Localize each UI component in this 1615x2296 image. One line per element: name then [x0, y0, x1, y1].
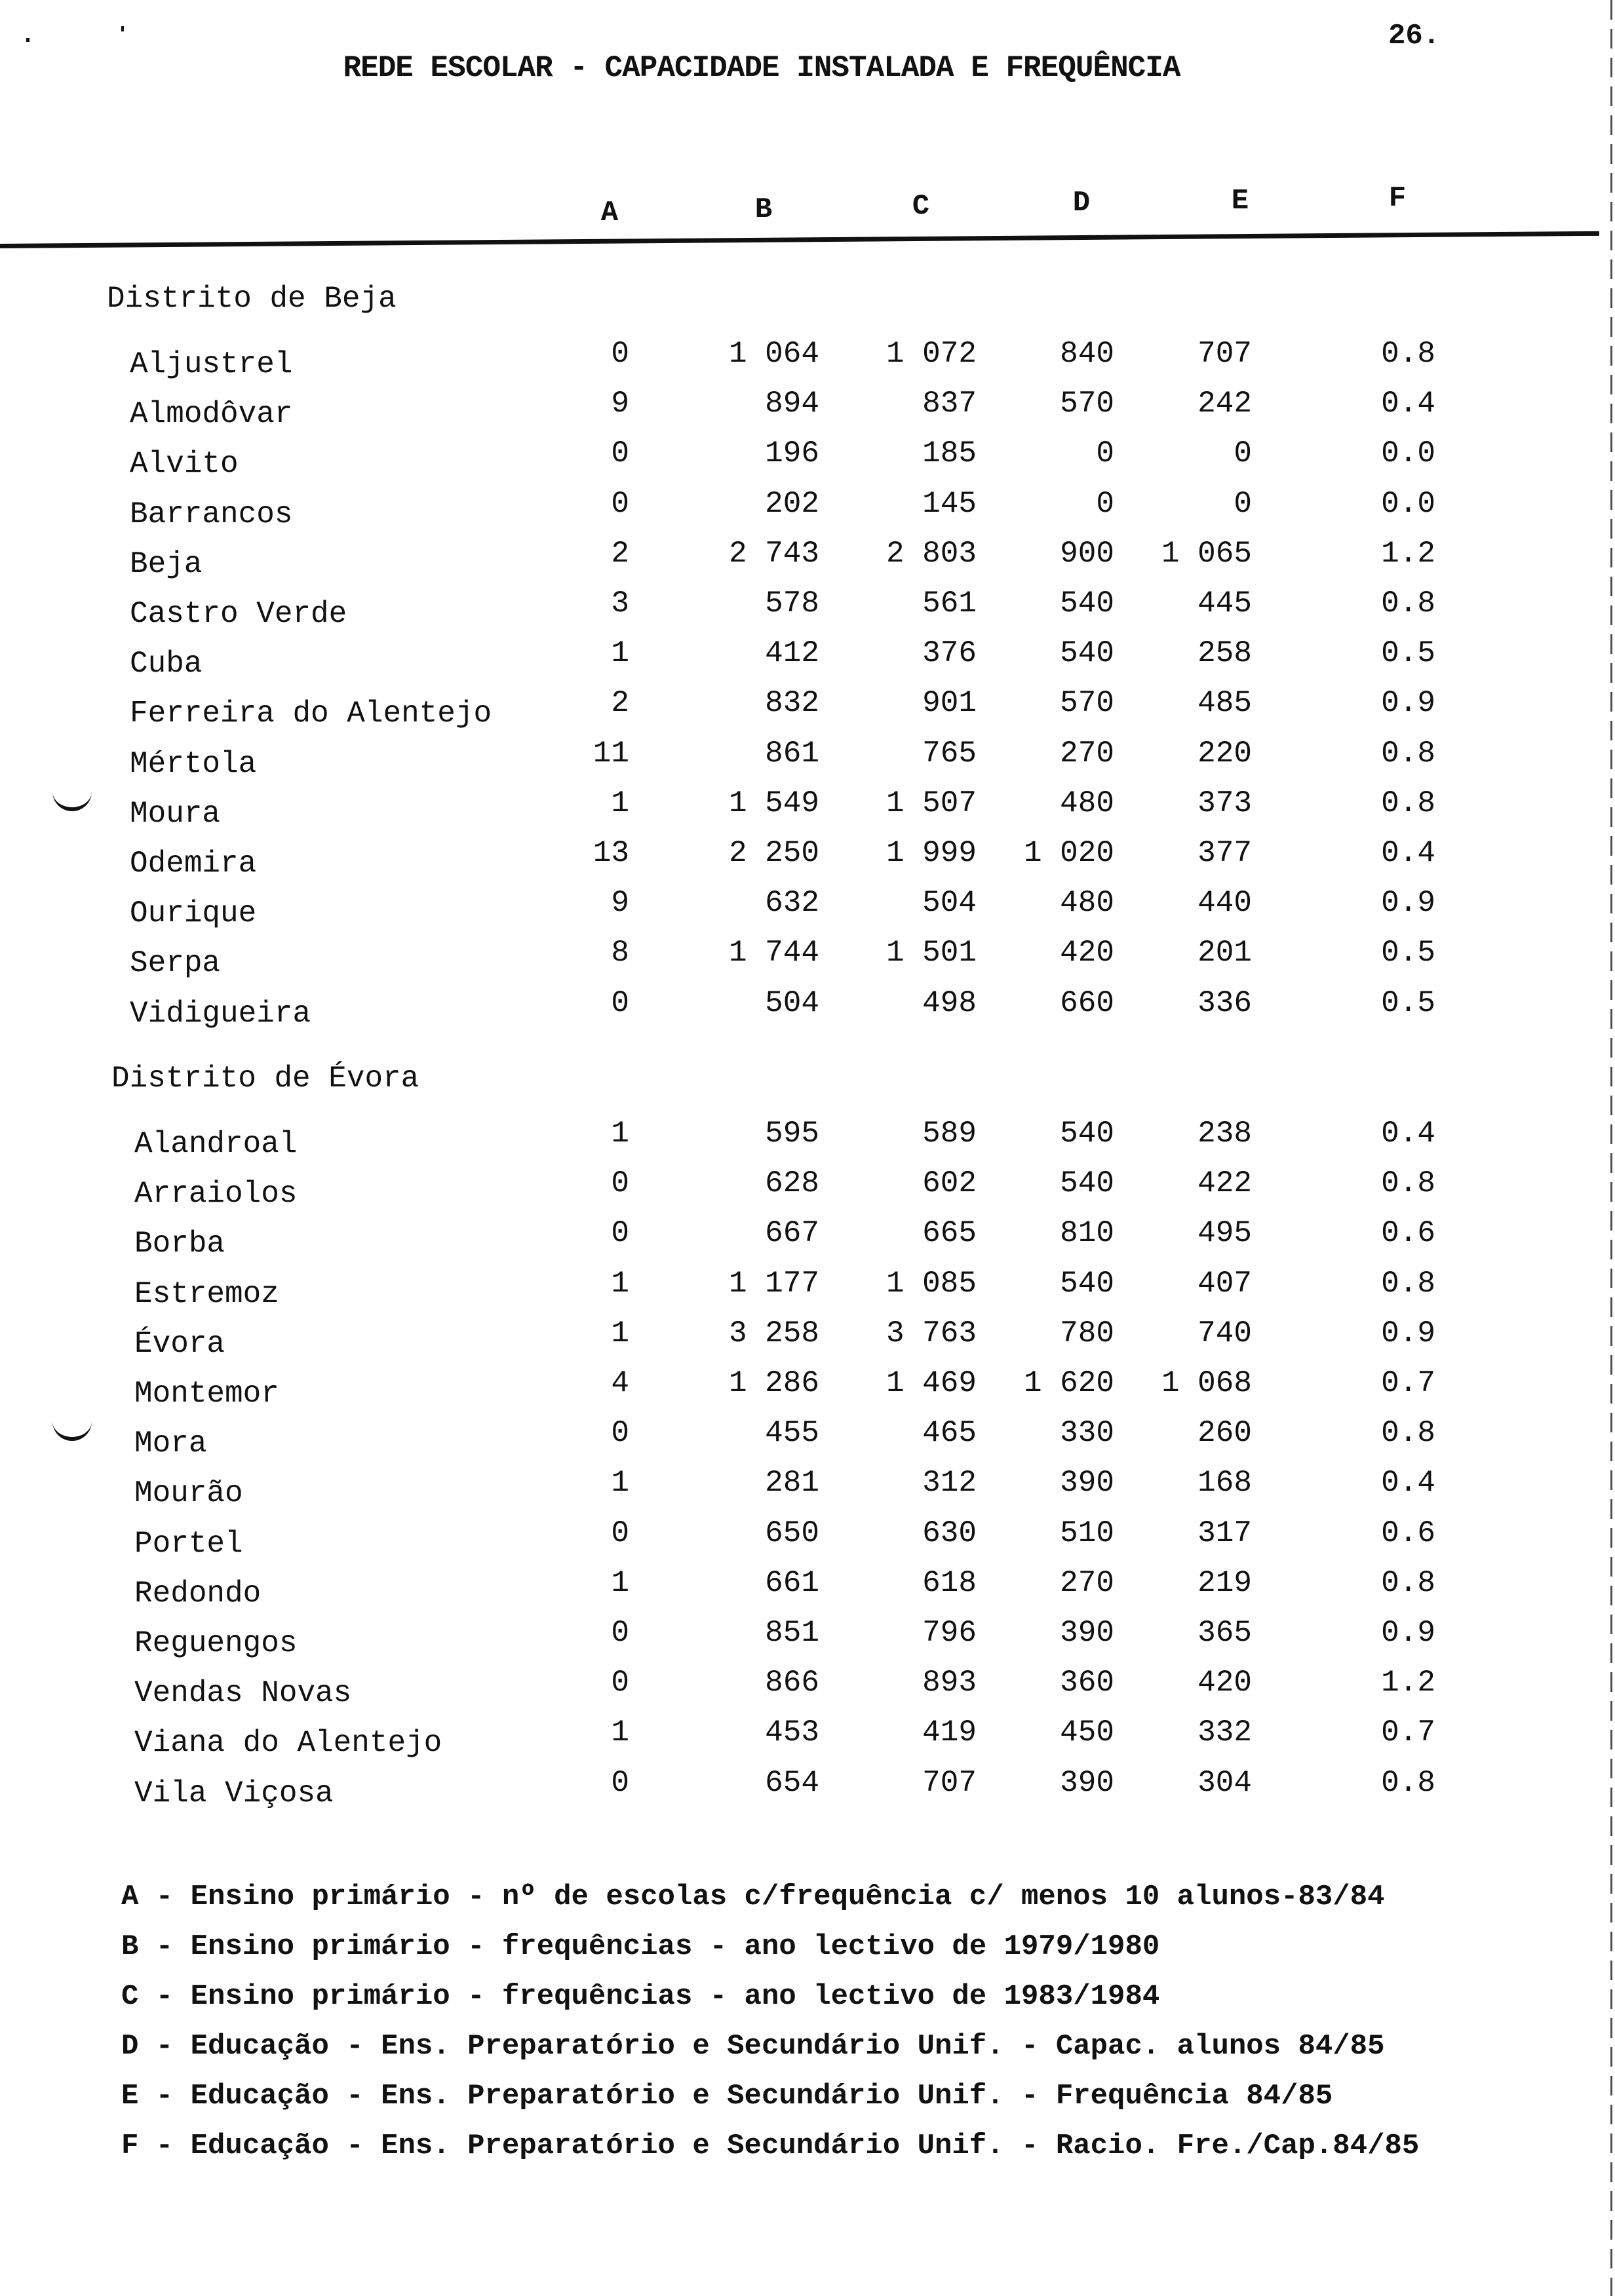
cell-f: 0.9: [1381, 1616, 1435, 1650]
municipality-name: Barrancos: [130, 497, 293, 531]
cell-b: 196: [765, 436, 819, 471]
cell-a: 0: [611, 1765, 629, 1800]
cell-d: 540: [1060, 1166, 1114, 1201]
cell-d: 0: [1096, 486, 1114, 521]
cell-d: 390: [1060, 1765, 1114, 1800]
cell-c: 665: [922, 1216, 977, 1251]
table-row: [0, 1416, 1615, 1466]
handwritten-check-mark-icon: [52, 1417, 92, 1441]
cell-c: 376: [922, 636, 977, 671]
column-header-d: D: [1072, 187, 1091, 220]
table-row: [0, 985, 1615, 1036]
cell-c: 707: [922, 1765, 977, 1800]
cell-a: 0: [611, 486, 629, 521]
table-row: [0, 786, 1615, 836]
cell-a: 13: [593, 836, 629, 870]
cell-e: 707: [1197, 337, 1252, 371]
cell-e: 219: [1197, 1565, 1252, 1600]
cell-d: 480: [1060, 886, 1114, 921]
cell-c: 602: [922, 1166, 977, 1201]
legend-item-e: E - Educação - Ens. Preparatório e Secundário Unif. - Frequência 84/85: [121, 2080, 1333, 2113]
cell-a: 1: [611, 1565, 629, 1600]
cell-e: 740: [1197, 1316, 1252, 1350]
cell-b: 1 549: [728, 786, 819, 820]
header-rule: [0, 231, 1599, 248]
cell-b: 453: [765, 1715, 819, 1750]
column-header-e: E: [1231, 185, 1249, 218]
cell-b: 632: [765, 886, 819, 921]
cell-a: 1: [611, 1117, 629, 1151]
municipality-name: Vila Viçosa: [134, 1776, 334, 1810]
cell-c: 1 469: [885, 1366, 977, 1400]
cell-d: 360: [1060, 1666, 1114, 1700]
cell-a: 0: [611, 1416, 629, 1451]
municipality-name: Redondo: [134, 1576, 262, 1611]
cell-f: 0.0: [1381, 436, 1435, 471]
cell-b: 661: [765, 1565, 819, 1600]
table-row: [0, 1516, 1615, 1566]
cell-e: 485: [1197, 686, 1252, 721]
cell-a: 0: [611, 436, 629, 471]
column-headers: [0, 182, 1615, 229]
cell-b: 832: [765, 686, 819, 721]
cell-c: 185: [922, 436, 977, 471]
cell-f: 0.9: [1381, 686, 1435, 721]
table-row: [0, 1765, 1615, 1816]
table-row: [0, 886, 1615, 936]
cell-a: 0: [611, 985, 629, 1020]
cell-f: 0.4: [1381, 387, 1435, 421]
cell-c: 1 999: [885, 836, 977, 870]
cell-d: 450: [1060, 1715, 1114, 1750]
cell-e: 1 065: [1161, 536, 1252, 571]
cell-d: 780: [1060, 1316, 1114, 1350]
cell-e: 260: [1197, 1416, 1252, 1451]
cell-e: 201: [1197, 936, 1252, 970]
cell-a: 9: [611, 387, 629, 421]
cell-a: 2: [611, 686, 629, 721]
cell-d: 1 620: [1023, 1366, 1114, 1400]
cell-a: 0: [611, 337, 629, 371]
table-row: [0, 736, 1615, 786]
cell-d: 660: [1060, 985, 1114, 1020]
cell-d: 330: [1060, 1416, 1114, 1451]
table-row: [0, 636, 1615, 686]
municipality-name: Borba: [134, 1227, 225, 1261]
cell-b: 504: [765, 985, 819, 1020]
cell-b: 866: [765, 1666, 819, 1700]
table-row: [0, 586, 1615, 636]
table-row: [0, 536, 1615, 586]
cell-e: 242: [1197, 387, 1252, 421]
cell-b: 851: [765, 1616, 819, 1650]
municipality-name: Vidigueira: [130, 996, 311, 1031]
cell-a: 4: [611, 1366, 629, 1400]
cell-f: 0.8: [1381, 586, 1435, 621]
cell-a: 1: [611, 1715, 629, 1750]
cell-d: 540: [1060, 636, 1114, 671]
cell-c: 3 763: [885, 1316, 977, 1350]
table-row: [0, 1715, 1615, 1765]
cell-f: 0.7: [1381, 1366, 1435, 1400]
legend: [121, 1881, 1419, 2179]
cell-c: 1 507: [885, 786, 977, 820]
table-row: [0, 1616, 1615, 1666]
table-row: [0, 1117, 1615, 1166]
municipality-name: Mértola: [130, 746, 257, 781]
column-header-a: A: [600, 197, 619, 229]
cell-b: 578: [765, 586, 819, 621]
municipality-name: Alandroal: [134, 1127, 298, 1161]
cell-f: 0.9: [1381, 886, 1435, 921]
cell-e: 377: [1197, 836, 1252, 870]
cell-e: 422: [1197, 1166, 1252, 1201]
cell-f: 0.6: [1381, 1216, 1435, 1251]
municipality-name: Viana do Alentejo: [134, 1726, 442, 1761]
table-row: [0, 686, 1615, 736]
cell-c: 893: [922, 1666, 977, 1700]
table-row: [0, 936, 1615, 985]
cell-e: 407: [1197, 1266, 1252, 1301]
cell-d: 570: [1060, 686, 1114, 721]
municipality-name: Ferreira do Alentejo: [130, 697, 492, 731]
cell-e: 445: [1197, 586, 1252, 621]
legend-item-d: D - Educação - Ens. Preparatório e Secundário Unif. - Capac. alunos 84/85: [121, 2030, 1385, 2063]
municipality-name: Portel: [134, 1526, 243, 1561]
cell-c: 561: [922, 586, 977, 621]
municipality-name: Almodôvar: [130, 397, 293, 432]
cell-b: 281: [765, 1466, 819, 1501]
page-title: REDE ESCOLAR - CAPACIDADE INSTALADA E FREQUÊNCIA: [343, 51, 1180, 85]
cell-a: 1: [611, 786, 629, 820]
cell-f: 0.5: [1381, 985, 1435, 1020]
municipality-name: Aljustrel: [130, 347, 293, 381]
district-heading: Distrito de Évora: [111, 1062, 419, 1096]
municipality-name: Mora: [134, 1426, 207, 1461]
cell-a: 0: [611, 1666, 629, 1700]
cell-e: 365: [1197, 1616, 1252, 1650]
cell-c: 312: [922, 1466, 977, 1501]
cell-a: 8: [611, 936, 629, 970]
legend-item-b: B - Ensino primário - frequências - ano lectivo de 1979/1980: [121, 1930, 1160, 1963]
cell-c: 901: [922, 686, 977, 721]
cell-e: 440: [1197, 886, 1252, 921]
cell-d: 390: [1060, 1466, 1114, 1501]
cell-d: 810: [1060, 1216, 1114, 1251]
cell-e: 220: [1197, 736, 1252, 771]
cell-d: 390: [1060, 1616, 1114, 1650]
cell-f: 0.5: [1381, 936, 1435, 970]
cell-a: 9: [611, 886, 629, 921]
cell-a: 1: [611, 1266, 629, 1301]
cell-a: 2: [611, 536, 629, 571]
district-heading: Distrito de Beja: [107, 282, 397, 316]
cell-e: 495: [1197, 1216, 1252, 1251]
cell-f: 0.8: [1381, 1166, 1435, 1201]
page-number: 26.: [1388, 20, 1441, 52]
cell-a: 1: [611, 1466, 629, 1501]
cell-e: 420: [1197, 1666, 1252, 1700]
table-row: [0, 1466, 1615, 1516]
cell-d: 510: [1060, 1516, 1114, 1550]
municipality-name: Ourique: [130, 896, 257, 931]
municipality-name: Alvito: [130, 447, 239, 482]
cell-d: 540: [1060, 1266, 1114, 1301]
table-row: [0, 1366, 1615, 1416]
cell-c: 796: [922, 1616, 977, 1650]
municipality-name: Odemira: [130, 847, 257, 881]
cell-e: 1 068: [1161, 1366, 1252, 1400]
cell-a: 0: [611, 1216, 629, 1251]
municipality-name: Serpa: [130, 946, 221, 981]
cell-e: 0: [1234, 436, 1252, 471]
municipality-name: Montemor: [134, 1377, 279, 1411]
table-row: [0, 1266, 1615, 1316]
municipality-name: Mourão: [134, 1476, 243, 1511]
cell-c: 589: [922, 1117, 977, 1151]
legend-item-c: C - Ensino primário - frequências - ano lectivo de 1983/1984: [121, 1980, 1160, 2013]
cell-b: 628: [765, 1166, 819, 1201]
table-row: [0, 486, 1615, 537]
cell-d: 540: [1060, 1117, 1114, 1151]
cell-d: 270: [1060, 1565, 1114, 1600]
cell-f: 0.7: [1381, 1715, 1435, 1750]
municipality-name: Arraiolos: [134, 1177, 298, 1212]
cell-f: 1.2: [1381, 536, 1435, 571]
municipality-name: Beja: [130, 546, 203, 581]
column-header-b: B: [754, 193, 773, 226]
cell-f: 0.8: [1381, 786, 1435, 820]
cell-f: 0.8: [1381, 1416, 1435, 1451]
cell-c: 2 803: [885, 536, 977, 571]
table-row: [0, 1166, 1615, 1216]
table-row: [0, 1666, 1615, 1715]
cell-e: 238: [1197, 1117, 1252, 1151]
cell-d: 840: [1060, 337, 1114, 371]
municipality-name: Vendas Novas: [134, 1676, 352, 1711]
cell-b: 654: [765, 1765, 819, 1800]
cell-c: 1 085: [885, 1266, 977, 1301]
cell-a: 0: [611, 1616, 629, 1650]
table-row: [0, 836, 1615, 886]
cell-c: 145: [922, 486, 977, 521]
cell-b: 595: [765, 1117, 819, 1151]
cell-f: 0.0: [1381, 486, 1435, 521]
cell-c: 1 072: [885, 337, 977, 371]
cell-a: 0: [611, 1516, 629, 1550]
cell-b: 412: [765, 636, 819, 671]
cell-f: 1.2: [1381, 1666, 1435, 1700]
handwritten-check-mark-icon: [52, 788, 92, 811]
cell-e: 304: [1197, 1765, 1252, 1800]
cell-f: 0.8: [1381, 1266, 1435, 1301]
cell-b: 1 286: [728, 1366, 819, 1400]
cell-f: 0.4: [1381, 1466, 1435, 1501]
cell-a: 0: [611, 1166, 629, 1201]
table-row: [0, 387, 1615, 436]
cell-b: 667: [765, 1216, 819, 1251]
cell-b: 1 177: [728, 1266, 819, 1301]
cell-b: 861: [765, 736, 819, 771]
column-header-c: C: [912, 190, 930, 223]
municipality-name: Castro Verde: [130, 597, 347, 631]
municipality-name: Moura: [130, 796, 221, 831]
cell-d: 540: [1060, 586, 1114, 621]
cell-a: 11: [593, 736, 629, 771]
cell-e: 168: [1197, 1466, 1252, 1501]
cell-e: 332: [1197, 1715, 1252, 1750]
cell-f: 0.4: [1381, 836, 1435, 870]
cell-b: 202: [765, 486, 819, 521]
cell-c: 419: [922, 1715, 977, 1750]
cell-d: 420: [1060, 936, 1114, 970]
table-row: [0, 1316, 1615, 1366]
cell-f: 0.6: [1381, 1516, 1435, 1550]
cell-c: 504: [922, 886, 977, 921]
cell-d: 480: [1060, 786, 1114, 820]
cell-f: 0.8: [1381, 1565, 1435, 1600]
municipality-name: Cuba: [130, 647, 203, 681]
municipality-name: Évora: [134, 1326, 225, 1361]
cell-d: 0: [1096, 436, 1114, 471]
cell-b: 650: [765, 1516, 819, 1550]
cell-a: 3: [611, 586, 629, 621]
cell-c: 630: [922, 1516, 977, 1550]
cell-f: 0.9: [1381, 1316, 1435, 1350]
cell-b: 1 064: [728, 337, 819, 371]
municipality-name: Reguengos: [134, 1626, 298, 1660]
cell-b: 2 250: [728, 836, 819, 870]
cell-d: 1 020: [1023, 836, 1114, 870]
table-row: [0, 1565, 1615, 1616]
table-row: [0, 1216, 1615, 1266]
cell-f: 0.8: [1381, 1765, 1435, 1800]
cell-d: 570: [1060, 387, 1114, 421]
legend-item-f: F - Educação - Ens. Preparatório e Secundário Unif. - Racio. Fre./Cap.84/85: [121, 2130, 1420, 2162]
cell-f: 0.5: [1381, 636, 1435, 671]
cell-f: 0.4: [1381, 1117, 1435, 1151]
table-row: [0, 337, 1615, 387]
cell-c: 765: [922, 736, 977, 771]
cell-e: 373: [1197, 786, 1252, 820]
cell-f: 0.8: [1381, 736, 1435, 771]
cell-f: 0.8: [1381, 337, 1435, 371]
cell-c: 465: [922, 1416, 977, 1451]
cell-a: 1: [611, 636, 629, 671]
cell-e: 258: [1197, 636, 1252, 671]
cell-b: 1 744: [728, 936, 819, 970]
cell-a: 1: [611, 1316, 629, 1350]
cell-e: 317: [1197, 1516, 1252, 1550]
cell-d: 900: [1060, 536, 1114, 571]
cell-e: 336: [1197, 985, 1252, 1020]
legend-item-a: A - Ensino primário - nº de escolas c/frequência c/ menos 10 alunos-83/84: [121, 1881, 1385, 1913]
column-header-f: F: [1388, 182, 1407, 215]
table-row: [0, 436, 1615, 486]
cell-c: 1 501: [885, 936, 977, 970]
cell-c: 618: [922, 1565, 977, 1600]
cell-b: 455: [765, 1416, 819, 1451]
municipality-name: Estremoz: [134, 1276, 279, 1311]
cell-c: 498: [922, 985, 977, 1020]
cell-d: 270: [1060, 736, 1114, 771]
cell-b: 2 743: [728, 536, 819, 571]
cell-c: 837: [922, 387, 977, 421]
cell-e: 0: [1234, 486, 1252, 521]
cell-b: 3 258: [728, 1316, 819, 1350]
cell-b: 894: [765, 387, 819, 421]
